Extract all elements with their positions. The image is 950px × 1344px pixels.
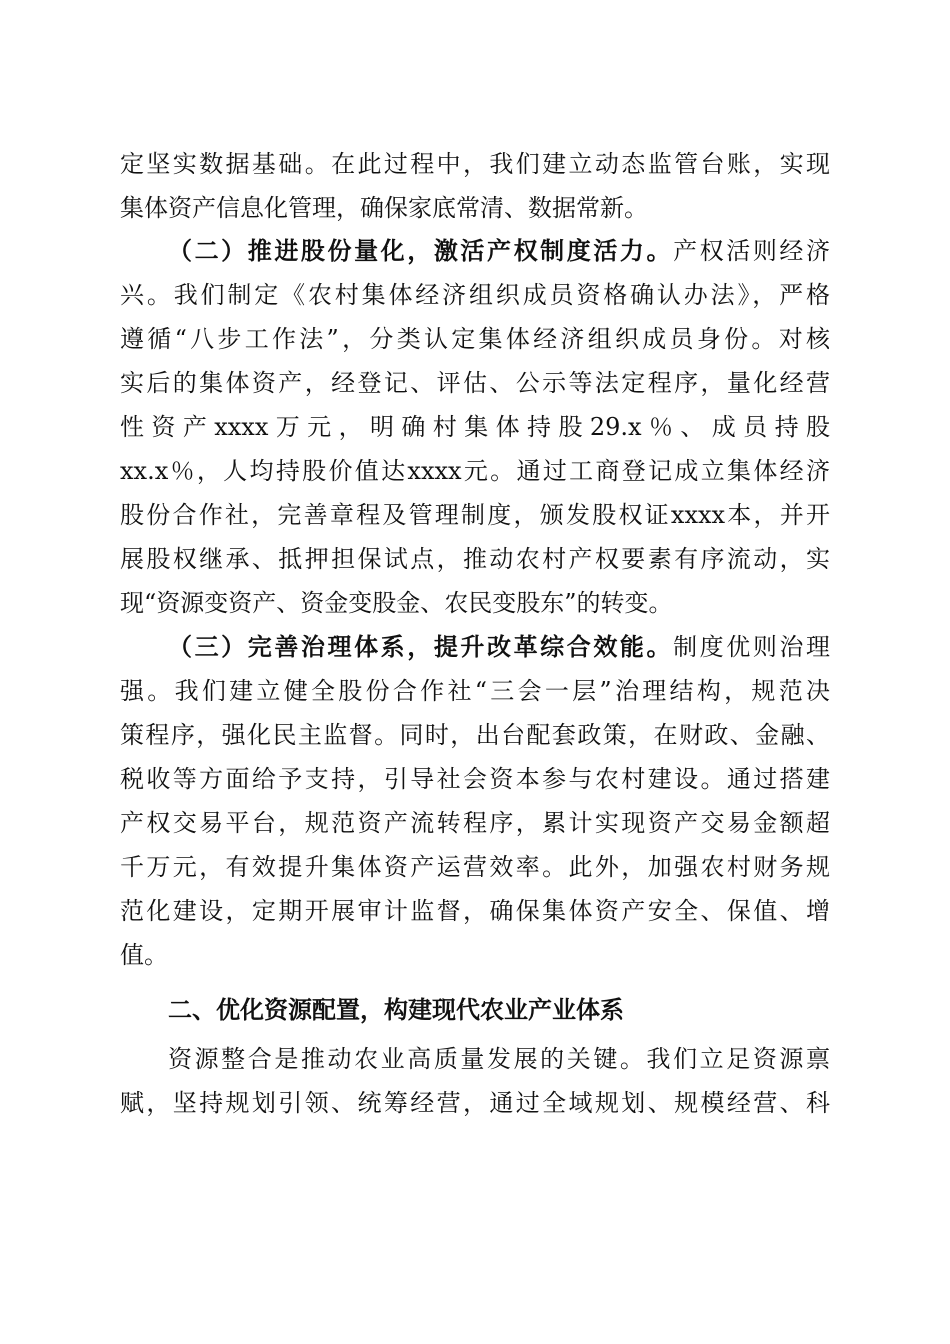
body-text-line: 赋，坚持规划引领、统筹经营，通过全域规划、规模经营、科 [120,1089,830,1117]
subsection-heading-3: （三）完善治理体系，提升改革综合效能。 [168,632,674,661]
subsection-heading-line [168,231,830,271]
body-text-line: xx.x％，人均持股价值达xxxx元。通过工商登记成立集体经济 [120,457,830,485]
body-text-line: 值。 [120,941,168,969]
subsection-heading-line [168,627,830,667]
section-heading: 二、优化资源配置，构建现代农业产业体系 [168,995,624,1024]
body-text-line: 性资产xxxx万元，明确村集体持股29.x％、成员持股 [120,413,830,441]
body-text-line: 产权交易平台，规范资产流转程序，累计实现资产交易金额超 [120,809,830,837]
body-text-line: 税收等方面给予支持，引导社会资本参与农村建设。通过搭建 [120,765,830,793]
body-text-line: 兴。我们制定《农村集体经济组织成员资格确认办法》，严格 [120,281,830,309]
body-text-line: 遵循“八步工作法”，分类认定集体经济组织成员身份。对核 [120,325,830,353]
body-text-line: 股份合作社，完善章程及管理制度，颁发股权证xxxx本，并开 [120,501,830,529]
body-text-span: 制度优则治理 [673,633,831,661]
subsection-heading-2: （二）推进股份量化，激活产权制度活力。 [168,236,674,265]
body-text-line: 展股权继承、抵押担保试点，推动农村产权要素有序流动，实 [120,545,830,573]
body-text-line: 资源整合是推动农业高质量发展的关键。我们立足资源禀 [168,1045,830,1073]
body-text-line: 千万元，有效提升集体资产运营效率。此外，加强农村财务规 [120,853,830,881]
body-text-span: 产权活则经济 [673,237,831,265]
body-text-line: 强。我们建立健全股份合作社“三会一层”治理结构，规范决 [120,677,830,705]
body-text-line: 集体资产信息化管理，确保家底常清、数据常新。 [120,194,648,222]
body-text-line: 范化建设，定期开展审计监督，确保集体资产安全、保值、增 [120,897,830,925]
body-text-line: 策程序，强化民主监督。同时，出台配套政策，在财政、金融、 [120,721,830,749]
body-text-line: 实后的集体资产，经登记、评估、公示等法定程序，量化经营 [120,369,830,397]
body-text-line: 定坚实数据基础。在此过程中，我们建立动态监管台账，实现 [120,150,830,178]
body-text-line: 现“资源变资产、资金变股金、农民变股东”的转变。 [120,589,673,617]
